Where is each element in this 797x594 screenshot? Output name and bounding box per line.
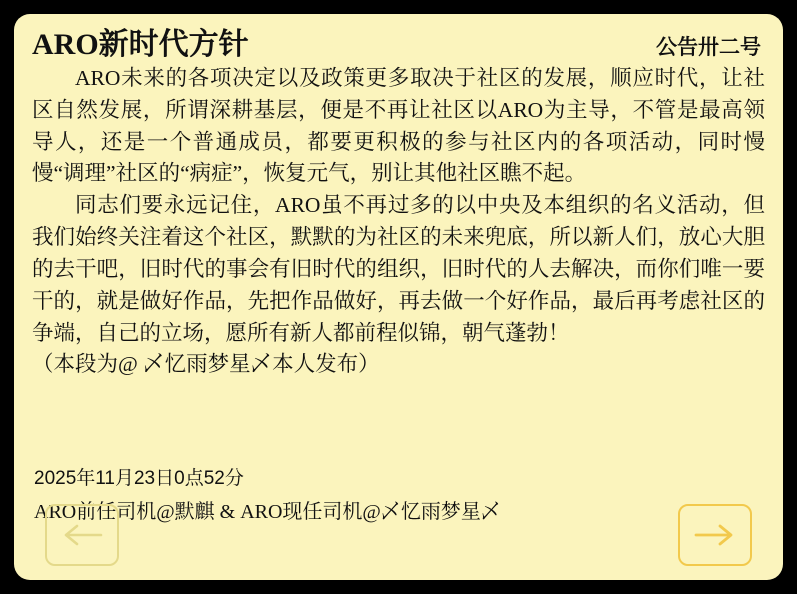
document-number: 公告卅二号 [656,35,761,59]
timestamp: 2025年11月23日0点52分 [34,468,244,489]
arrow-left-icon [61,522,103,548]
previous-page-button[interactable] [45,504,119,566]
next-page-button[interactable] [678,504,752,566]
paragraph-3: （本段为@ 乄忆雨梦星乄本人发布） [32,352,380,377]
credits-line: ARO前任司机@默麒 & ARO现任司机@乄忆雨梦星乄 [34,501,501,523]
announcement-card [14,14,783,580]
arrow-right-icon [694,522,736,548]
paragraph-1: ARO未来的各项决定以及政策更多取决于社区的发展，顺应时代，让社区自然发展，所谓深耕基层，便是不再让社区以ARO为主导，不管是最高领导人，还是一个普通成员，都要更积极的参与社区内的各项活动，同时慢慢“调理”社区的“病症”，恢复元气，别让其他社区瞧不起。 [32,66,765,186]
card-header [32,28,765,61]
signature-block [34,463,734,524]
page-title: ARO新时代方针 [32,28,249,61]
paragraph-2: 同志们要永远记住，ARO虽不再过多的以中央及本组织的名义活动，但我们始终关注着这个社区，默默的为社区的未来兜底，所以新人们，放心大胆的去干吧，旧时代的事会有旧时代的组织，旧时代的人去解决，而你们唯一要干的，就是做好作品，先把作品做好，再去做一个好作品，最后再考虑社区的争端，自己的立场，愿所有新人都前程似锦，朝气蓬勃！ [32,193,765,345]
